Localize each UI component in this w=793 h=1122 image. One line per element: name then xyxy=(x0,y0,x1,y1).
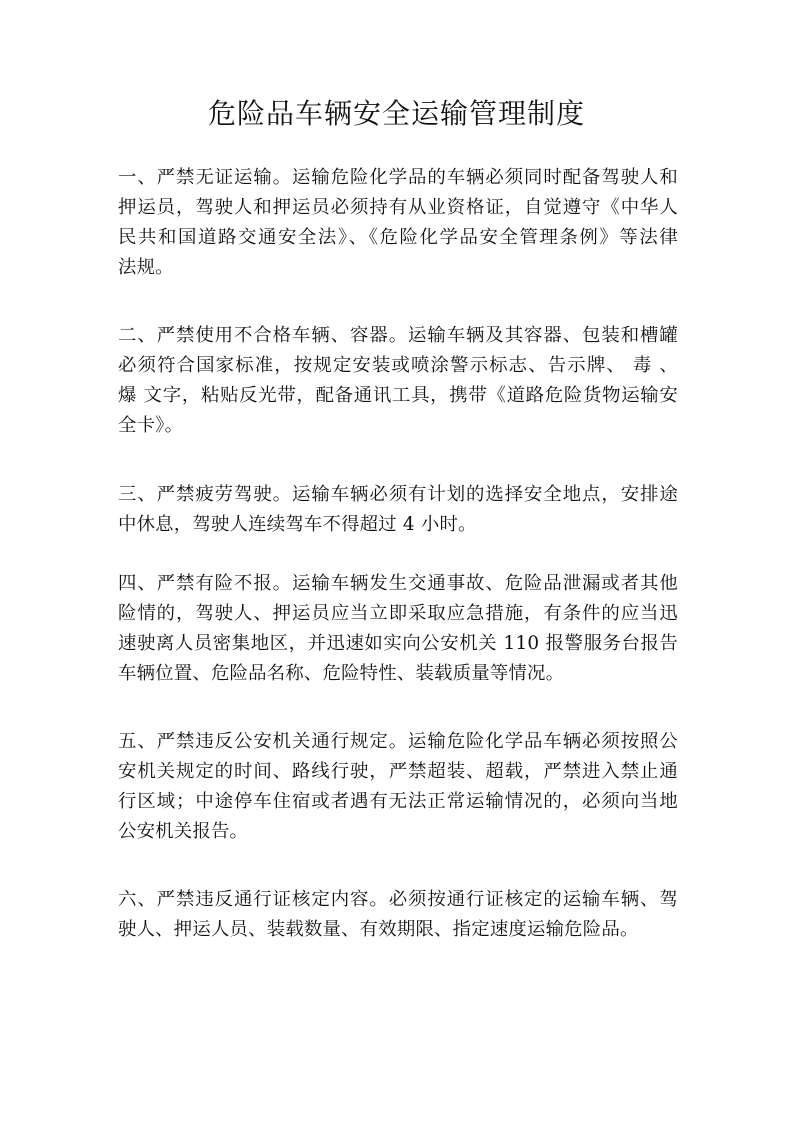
paragraph-line: 一、严禁无证运输。运输危险化学品的车辆必须同时配备驾驶人和 xyxy=(118,167,678,188)
paragraph-2 xyxy=(118,321,678,441)
paragraph-line: 法规。 xyxy=(118,257,174,278)
paragraph-line: 爆 文字，粘贴反光带，配备通讯工具，携带《道路危险货物运输安 xyxy=(118,385,678,406)
paragraph-line: 行区域；中途停车住宿或者遇有无法正常运输情况的，必须向当地 xyxy=(118,791,678,812)
paragraph-line: 民共和国道路交通安全法》、《危险化学品安全管理条例》等法律 xyxy=(118,227,678,248)
paragraph-line: 全卡》。 xyxy=(118,415,184,436)
paragraph-line: 中休息，驾驶人连续驾车不得超过 4 小时。 xyxy=(118,514,477,535)
paragraph-line: 驶人、押运人员、装载数量、有效期限、指定速度运输危险品。 xyxy=(118,919,639,940)
paragraph-line: 五、严禁违反公安机关通行规定。运输危险化学品车辆必须按照公 xyxy=(118,731,678,752)
paragraph-4 xyxy=(118,569,678,689)
paragraph-line: 押运员，驾驶人和押运员必须持有从业资格证，自觉遵守《中华人 xyxy=(118,197,678,218)
paragraph-5 xyxy=(118,727,678,847)
paragraph-3 xyxy=(118,480,678,540)
paragraph-line: 安机关规定的时间、路线行驶，严禁超装、超载，严禁进入禁止通 xyxy=(118,761,678,782)
paragraph-line: 险情的，驾驶人、押运员应当立即采取应急措施，有条件的应当迅 xyxy=(118,603,678,624)
paragraph-6 xyxy=(118,885,678,945)
paragraph-line: 二、严禁使用不合格车辆、容器。运输车辆及其容器、包装和槽罐 xyxy=(118,325,678,346)
paragraph-line: 四、严禁有险不报。运输车辆发生交通事故、危险品泄漏或者其他 xyxy=(118,573,678,594)
paragraph-line: 六、严禁违反通行证核定内容。必须按通行证核定的运输车辆、驾 xyxy=(118,889,678,910)
paragraph-line: 三、严禁疲劳驾驶。运输车辆必须有计划的选择安全地点，安排途 xyxy=(118,484,678,505)
paragraph-1 xyxy=(118,163,678,283)
paragraph-line: 车辆位置、危险品名称、危险特性、装载质量等情况。 xyxy=(118,663,565,684)
paragraph-line: 公安机关报告。 xyxy=(118,821,249,842)
document-title: 危险品车辆安全运输管理制度 xyxy=(207,97,585,130)
paragraph-line: 速驶离人员密集地区，并迅速如实向公安机关 110 报警服务台报告 xyxy=(118,633,678,654)
paragraph-line: 必须符合国家标准，按规定安装或喷涂警示标志、告示牌、 毒 、 xyxy=(118,355,678,376)
